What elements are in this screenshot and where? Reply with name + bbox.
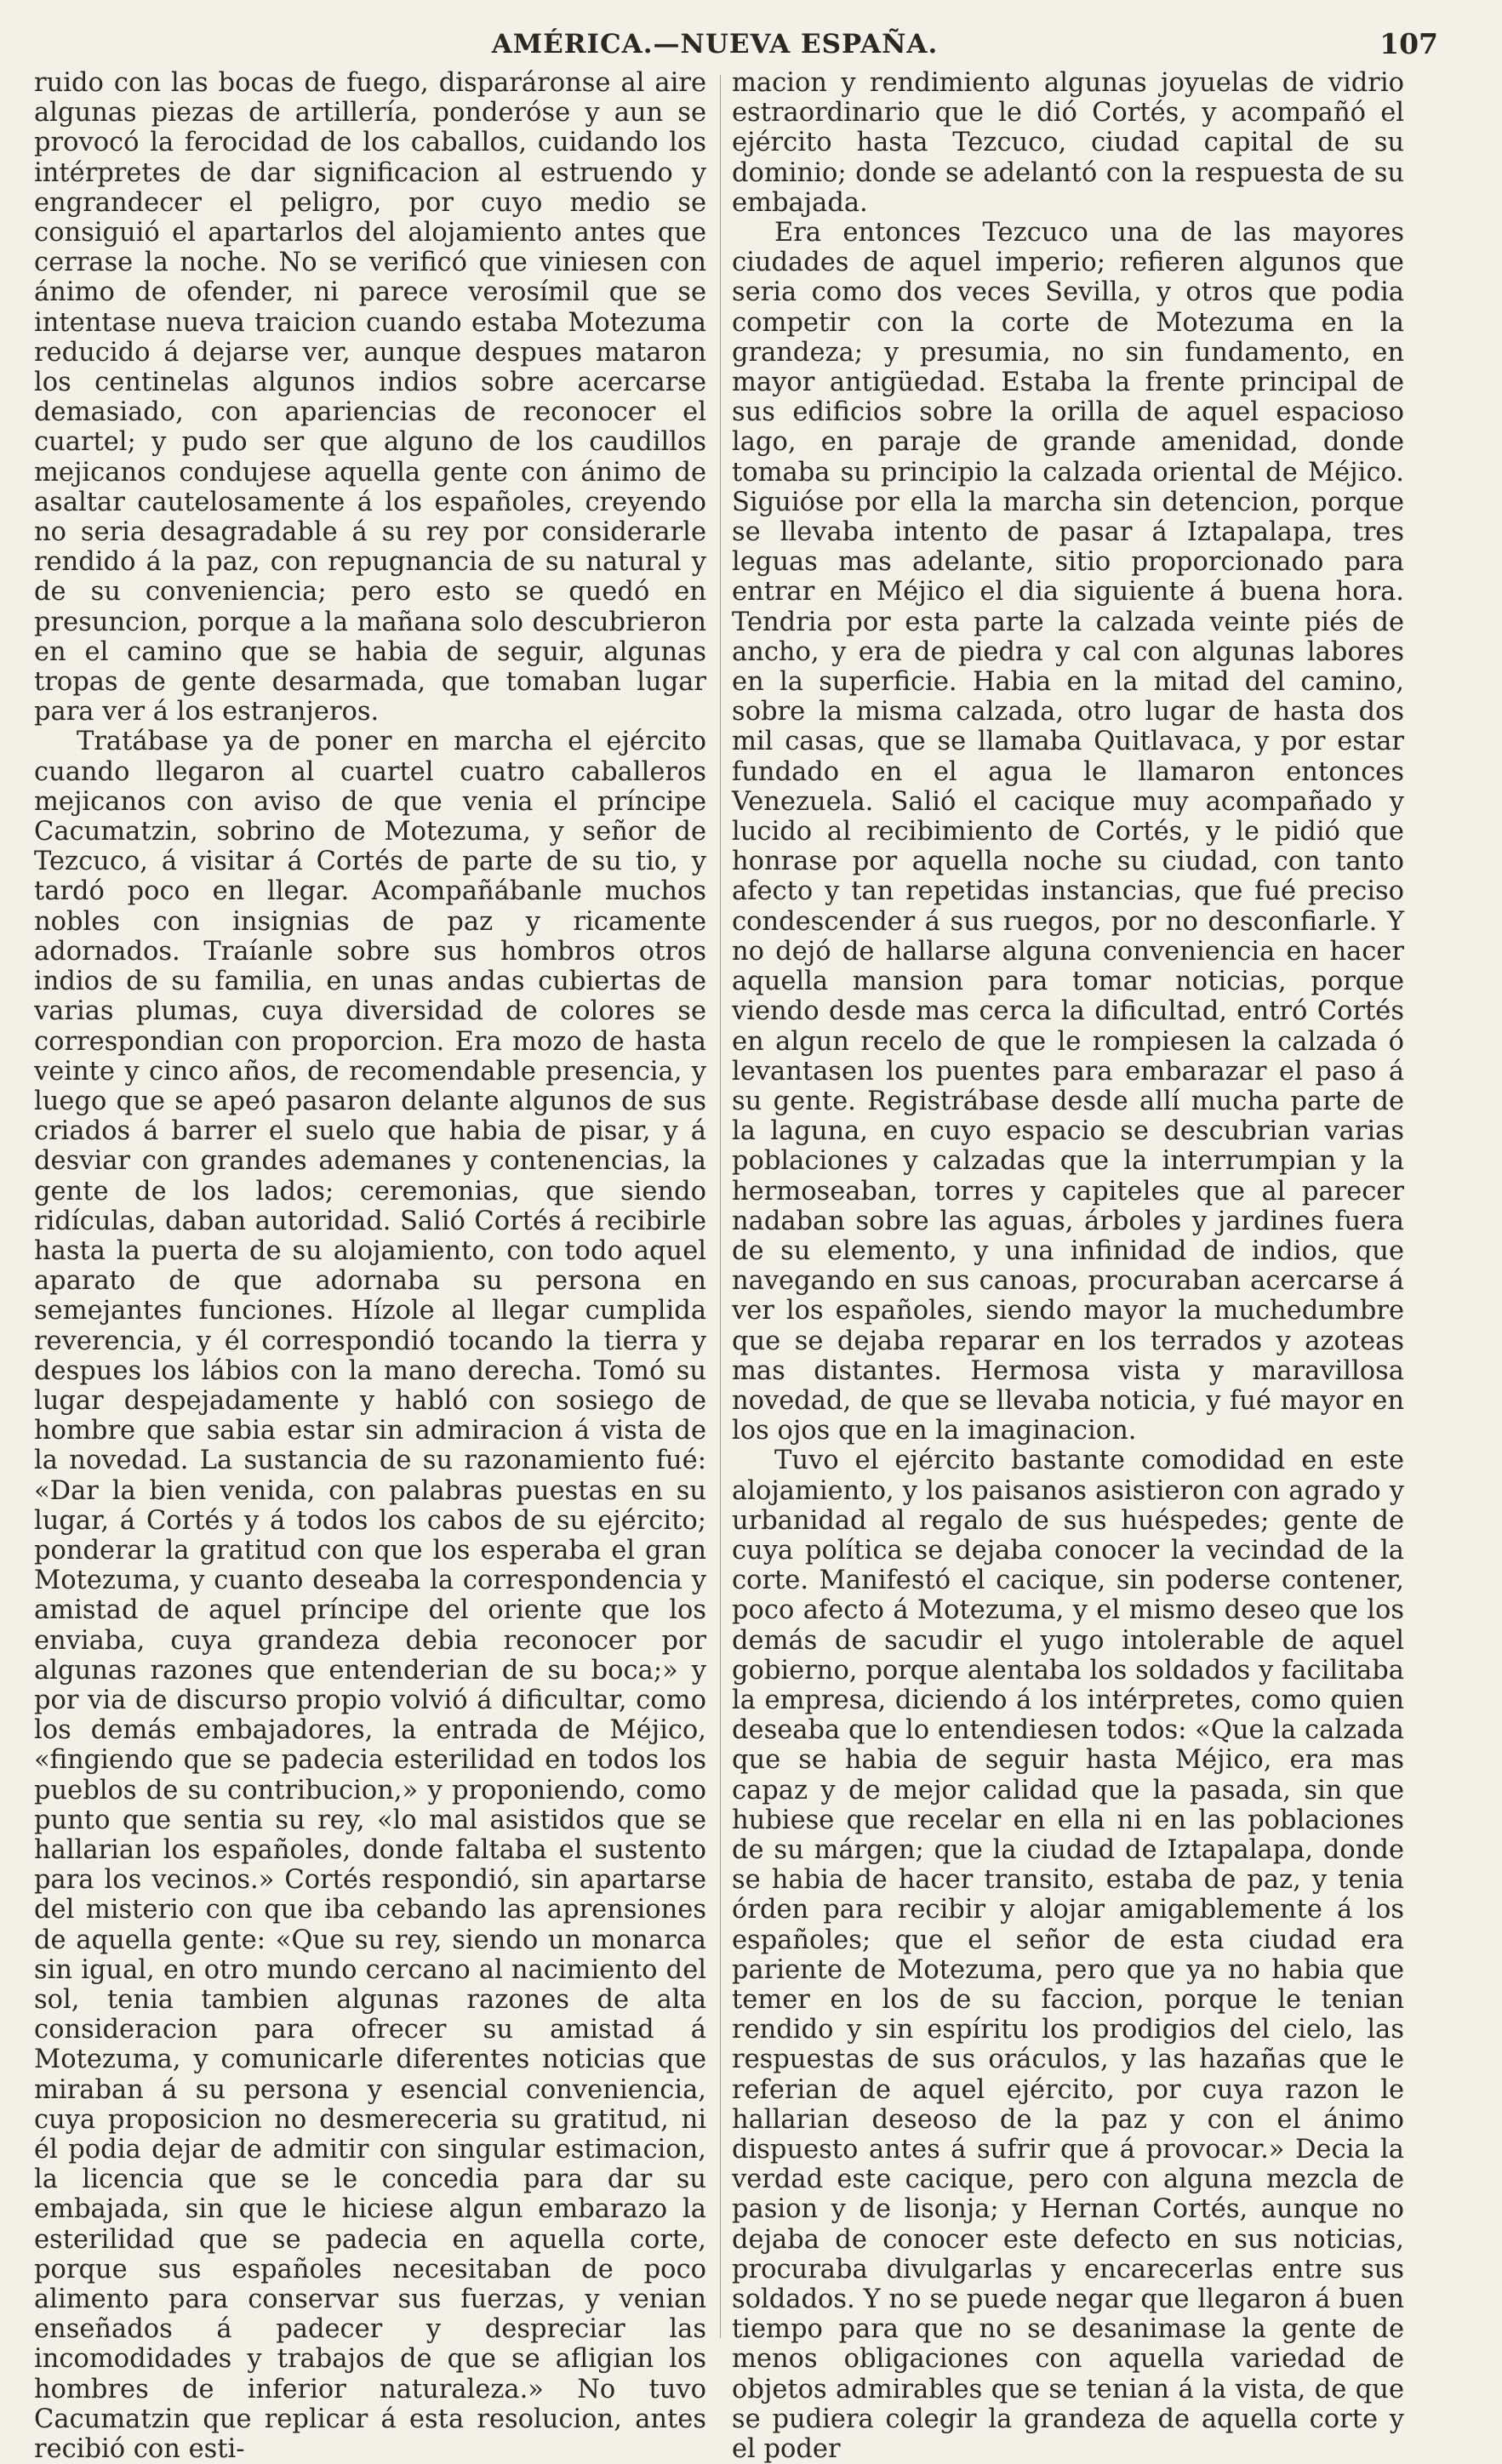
paragraph: ruido con las bocas de fuego, disparáronse al aire algunas piezas de artillería, ponderóse y aun se provocó la ferocidad de los caballos, cuidando los intérpretes de dar significacion al estruendo y engrandecer el peligro, por cuyo medio se consiguió el apartarlos del alojamiento antes que cerrase la noche. No se verificó que viniesen con ánimo de ofender, ni parece verosímil que se intentase nueva traicion cuando estaba Motezuma reducido á dejarse ver, aunque despues mataron los centinelas algunos indios sobre acercarse demasiado, con apariencias de reconocer el cuartel; y pudo ser que alguno de los caudillos mejicanos condujese aquella gente con ánimo de asaltar cautelosamente á los españoles, creyendo no seria desagradable á su rey por considerarle rendido á la paz, con repugnancia de su natural y de su conveniencia; pero esto se quedó en presuncion, porque a la mañana solo descubrieron en el camino que se habia de seguir, algunas tropas de gente desarmada, que tomaban lugar para ver á los estranjeros. xyxy=(34,68,706,727)
right-column xyxy=(732,68,1404,2464)
page-number: 107 xyxy=(1379,27,1438,60)
running-title: AMÉRICA.—NUEVA ESPAÑA. xyxy=(491,29,939,60)
paragraph: Tratábase ya de poner en marcha el ejército cuando llegaron al cuartel cuatro caballeros mejicanos con aviso de que venia el príncipe Cacumatzin, sobrino de Motezuma, y señor de Tezcuco, á visitar á Cortés de parte de su tio, y tardó poco en llegar. Acompañábanle muchos nobles con insignias de paz y ricamente adornados. Traíanle sobre sus hombros otros indios de su familia, en unas andas cubiertas de varias plumas, cuya diversidad de colores se correspondian con proporcion. Era mozo de hasta veinte y cinco años, de recomendable presencia, y luego que se apeó pasaron delante algunos de sus criados á barrer el suelo que habia de pisar, y á desviar con grandes ademanes y contenencias, la gente de los lados; ceremonias, que siendo ridículas, daban autoridad. Salió Cortés á recibirle hasta la puerta de su alojamiento, con todo aquel aparato de que adornaba su persona en semejantes funciones. Hízole al llegar cumplida reverencia, y él correspondió tocando la tierra y despues los lábios con la mano derecha. Tomó su lugar despejadamente y habló con sosiego de hombre que sabia estar sin admiracion á vista de la novedad. La sustancia de su razonamiento fué: «Dar la bien venida, con palabras puestas en su lugar, á Cortés y á todos los cabos de su ejército; ponderar la gratitud con que los esperaba el gran Motezuma, y cuanto deseaba la correspondencia y amistad de aquel príncipe del oriente que los enviaba, cuya grandeza debia reconocer por algunas razones que entenderian de su boca;» y por via de discurso propio volvió á dificultar, como los demás embajadores, la entrada de Méjico, «fingiendo que se padecia esterilidad en todos los pueblos de su contribucion,» y proponiendo, como punto que sentia su rey, «lo mal asistidos que se hallarian los españoles, donde faltaba el sustento para los vecinos.» Cortés respondió, sin apartarse del misterio con que iba cebando las aprensiones de aquella gente: «Que su rey, siendo un monarca sin igual, en otro mundo cercano al nacimiento del sol, tenia tambien algunas razones de alta consideracion para ofrecer su amistad á Motezuma, y comunicarle diferentes noticias que miraban á su persona y esencial conveniencia, cuya proposicion no desmereceria su gratitud, ni él podia dejar de admitir con singular estimacion, la licencia que se le concedia para dar su embajada, sin que le hiciese algun embarazo la esterilidad que se padecia en aquella corte, porque sus españoles necesitaban de poco alimento para conservar sus fuerzas, y venian enseñados á padecer y despreciar las incomodidades y trabajos de que se afligian los hombres de inferior naturaleza.» No tuvo Cacumatzin que replicar á esta resolucion, antes recibió con esti- xyxy=(34,727,706,2464)
column-divider xyxy=(720,75,721,2338)
running-head xyxy=(34,26,1438,68)
left-column xyxy=(34,68,706,2464)
paragraph: macion y rendimiento algunas joyuelas de vidrio estraordinario que le dió Cortés, y acompañó el ejército hasta Tezcuco, ciudad capital de su dominio; donde se adelantó con la respuesta de su embajada. xyxy=(732,68,1404,218)
paragraph: Tuvo el ejército bastante comodidad en este alojamiento, y los paisanos asistieron con agrado y urbanidad al regalo de sus huéspedes; gente de cuya política se dejaba conocer la vecindad de la corte. Manifestó el cacique, sin poderse contener, poco afecto á Motezuma, y el mismo deseo que los demás de sacudir el yugo intolerable de aquel gobierno, porque alentaba los soldados y facilitaba la empresa, diciendo á los intérpretes, como quien deseaba que lo entendiesen todos: «Que la calzada que se habia de seguir hasta Méjico, era mas capaz y de mejor calidad que la pasada, sin que hubiese que recelar en ella ni en las poblaciones de su márgen; que la ciudad de Iztapalapa, donde se habia de hacer transito, estaba de paz, y tenia órden para recibir y alojar amigablemente á los españoles; que el señor de esta ciudad era pariente de Motezuma, pero que ya no habia que temer en los de su faccion, porque le tenian rendido y sin espíritu los prodigios del cielo, las respuestas de sus oráculos, y las hazañas que le referian de aquel ejército, por cuya razon le hallarian deseoso de la paz y con el ánimo dispuesto antes á sufrir que á provocar.» Decia la verdad este cacique, pero con alguna mezcla de pasion y de lisonja; y Hernan Cortés, aunque no dejaba de conocer este defecto en sus noticias, procuraba divulgarlas y encarecerlas entre sus soldados. Y no se puede negar que llegaron á buen tiempo para que no se desanimase la gente de menos obligaciones con aquella variedad de objetos admirables que se tenian á la vista, de que se pudiera colegir la grandeza de aquella corte y el poder xyxy=(732,1446,1404,2464)
paragraph: Era entonces Tezcuco una de las mayores ciudades de aquel imperio; refieren algunos que seria como dos veces Sevilla, y otros que podia competir con la corte de Motezuma en la grandeza; y presumia, no sin fundamento, en mayor antigüedad. Estaba la frente principal de sus edificios sobre la orilla de aquel espacioso lago, en paraje de grande amenidad, donde tomaba su principio la calzada oriental de Méjico. Siguióse por ella la marcha sin detencion, porque se llevaba intento de pasar á Iztapalapa, tres leguas mas adelante, sitio proporcionado para entrar en Méjico el dia siguiente á buena hora. Tendria por esta parte la calzada veinte piés de ancho, y era de piedra y cal con algunas labores en la superficie. Habia en la mitad del camino, sobre la misma calzada, otro lugar de hasta dos mil casas, que se llamaba Quitlavaca, y por estar fundado en el agua le llamaron entonces Venezuela. Salió el cacique muy acompañado y lucido al recibimiento de Cortés, y le pidió que honrase por aquella noche su ciudad, con tanto afecto y tan repetidas instancias, que fué preciso condescender á sus ruegos, por no desconfiarle. Y no dejó de hallarse alguna conveniencia en hacer aquella mansion para tomar noticias, porque viendo desde mas cerca la dificultad, entró Cortés en algun recelo de que le rompiesen la calzada ó levantasen los puentes para embarazar el paso á su gente. Registrábase desde allí mucha parte de la laguna, en cuyo espacio se descubrian varias poblaciones y calzadas que la interrumpian y la hermoseaban, torres y capiteles que al parecer nadaban sobre las aguas, árboles y jardines fuera de su elemento, y una infinidad de indios, que navegando en sus canoas, procuraban acercarse á ver los españoles, siendo mayor la muchedumbre que se dejaba reparar en los terrados y azoteas mas distantes. Hermosa vista y maravillosa novedad, de que se llevaba noticia, y fué mayor en los ojos que en la imaginacion. xyxy=(732,218,1404,1446)
